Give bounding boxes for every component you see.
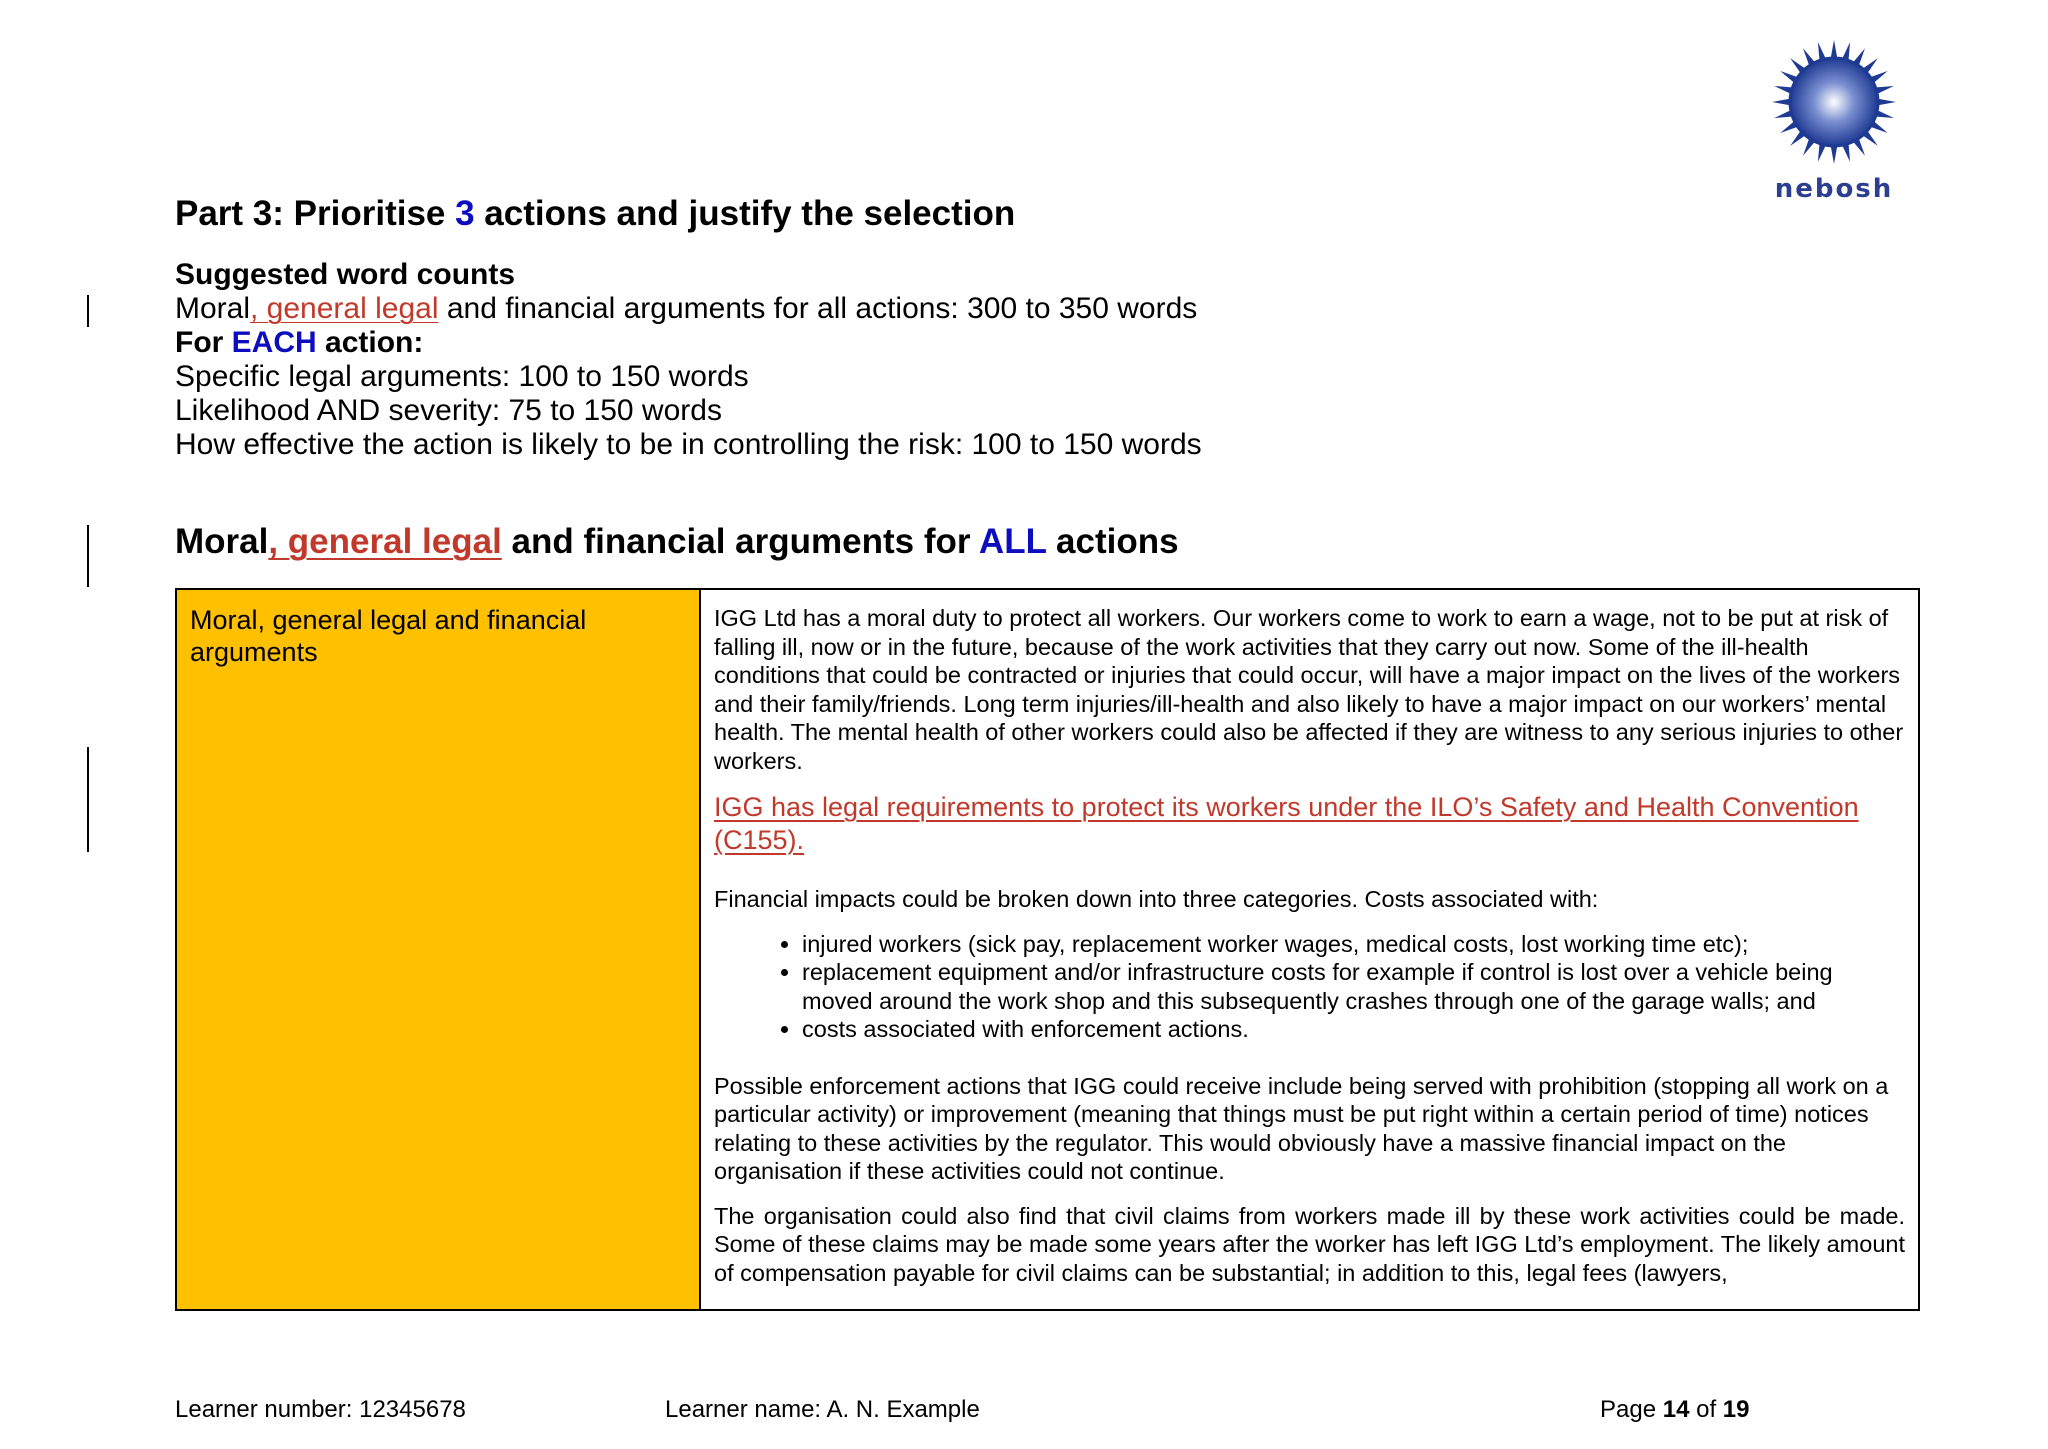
section-heading: Moral, general legal and financial arguments for ALL actions (175, 522, 1179, 561)
arguments-body-cell (700, 589, 1919, 1310)
learner-name: Learner name: A. N. Example (665, 1396, 980, 1423)
cost-list (714, 930, 1905, 1044)
word-counts (175, 258, 1202, 462)
moral-paragraph: IGG Ltd has a moral duty to protect all workers. Our workers come to work to earn a wage, not to be put at risk of falling ill, now or in the future, because of the work activities that they carry out now. Some of the ill-health conditions that could be contracted or injuries that could occur, will have a major impact on the lives of the workers and their family/friends. Long term injuries/ill-health and also likely to have a major impact on our workers’ mental health. The mental health of other workers could also be affected if they are witness to any serious injuries to other workers. (714, 605, 1904, 774)
civil-claims-paragraph: The organisation could also find that civil claims from workers made ill by these work activities could be made. Some of these claims may be made some years after the worker has left IGG Ltd’s employment. The likely amount of compensation payable for civil claims can be substantial; in addition to this, legal fees (lawyers, (714, 1202, 1905, 1286)
financial-intro: Financial impacts could be broken down into three categories. Costs associated with: (714, 886, 1599, 912)
learner-number: Learner number: 12345678 (175, 1396, 466, 1423)
arguments-label-cell: Moral, general legal and financial arguments (176, 589, 700, 1310)
word-counts-title: Suggested word counts (175, 258, 516, 291)
word-count-for-each: For EACH action: (175, 326, 424, 359)
enforcement-paragraph: Possible enforcement actions that IGG could receive include being served with prohibition (stopping all work on a particular activity) or improvement (meaning that things must be put right within a certain period of time) notices relating to these activities by the regulator. This would obviously have a massive financial impact on the organisation if these activities could not continue. (714, 1072, 1889, 1184)
arguments-table (175, 588, 1920, 1311)
logo-wordmark: nebosh (1774, 174, 1894, 204)
change-bar (87, 525, 89, 587)
word-count-effectiveness: How effective the action is likely to be in controlling the risk: 100 to 150 words (175, 428, 1202, 461)
legal-paragraph: IGG has legal requirements to protect its workers under the ILO’s Safety and Health Convention (C155). (714, 792, 1859, 855)
list-item: • costs associated with enforcement actions. (802, 1015, 1905, 1044)
part-heading: Part 3: Prioritise 3 actions and justify the selection (175, 194, 1016, 233)
page-number: Page 14 of 19 (1600, 1396, 1750, 1423)
list-item: • replacement equipment and/or infrastructure costs for example if control is lost over a vehicle being moved around the work shop and this subsequently crashes through one of the garage walls; and (802, 958, 1905, 1015)
nebosh-logo-burst-icon (1765, 40, 1903, 170)
word-count-likelihood: Likelihood AND severity: 75 to 150 words (175, 394, 722, 427)
change-bar (87, 295, 89, 327)
change-bar (87, 747, 89, 852)
nebosh-logo (1765, 40, 1903, 210)
word-count-moral: Moral, general legal and financial arguments for all actions: 300 to 350 words (175, 292, 1198, 325)
word-count-specific-legal: Specific legal arguments: 100 to 150 words (175, 360, 749, 393)
list-item: • injured workers (sick pay, replacement worker wages, medical costs, lost working time etc); (802, 930, 1905, 959)
